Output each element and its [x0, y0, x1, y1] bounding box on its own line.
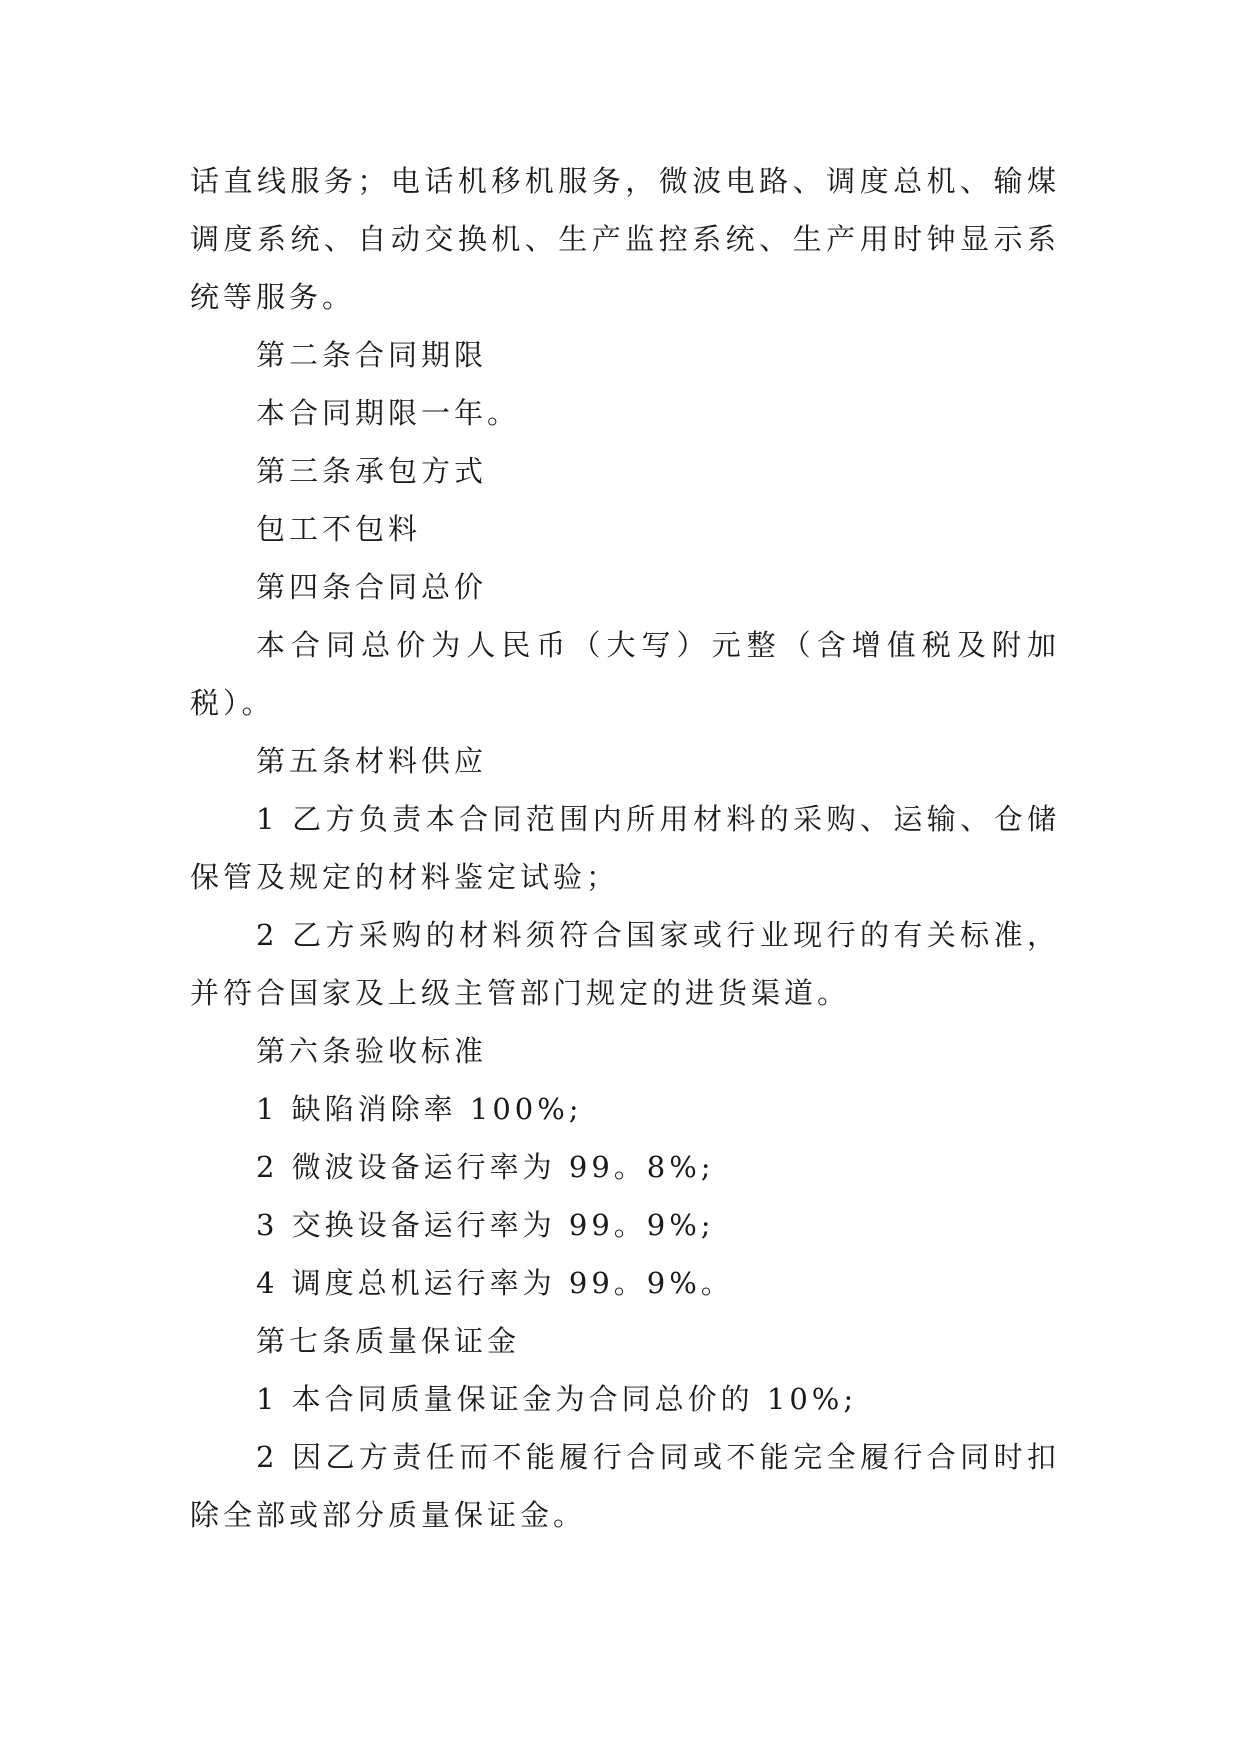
paragraph-contract-term: 本合同期限一年。	[256, 396, 521, 430]
paragraph-acceptance-item-3: 3 交换设备运行率为 99。9%;	[256, 1208, 715, 1242]
paragraph-material-item-2: 2 乙方采购的材料须符合国家或行业现行的有关标准，并符合国家及上级主管部门规定的进货渠道。	[190, 918, 1060, 1010]
heading-article-2: 第二条合同期限	[256, 338, 488, 372]
paragraph-acceptance-item-4: 4 调度总机运行率为 99。9%。	[256, 1266, 734, 1300]
paragraph-contract-method: 包工不包料	[256, 512, 422, 546]
paragraph-acceptance-item-2: 2 微波设备运行率为 99。8%;	[256, 1150, 715, 1184]
paragraph-total-price: 本合同总价为人民币（大写）元整（含增值税及附加税）。	[190, 628, 1060, 720]
paragraph-services-continued: 话直线服务；电话机移机服务，微波电路、调度总机、输煤调度系统、自动交换机、生产监控系统、生产用时钟显示系统等服务。	[190, 164, 1060, 314]
paragraph-material-item-1: 1 乙方负责本合同范围内所用材料的采购、运输、仓储保管及规定的材料鉴定试验；	[190, 802, 1060, 894]
paragraph-deposit-item-2: 2 因乙方责任而不能履行合同或不能完全履行合同时扣除全部或部分质量保证金。	[190, 1440, 1060, 1532]
paragraph-acceptance-item-1: 1 缺陷消除率 100%;	[256, 1092, 583, 1126]
heading-article-6: 第六条验收标准	[256, 1034, 488, 1068]
heading-article-4: 第四条合同总价	[256, 570, 488, 604]
heading-article-7: 第七条质量保证金	[256, 1324, 521, 1358]
document-page	[190, 152, 1060, 1544]
heading-article-5: 第五条材料供应	[256, 744, 488, 778]
paragraph-deposit-item-1: 1 本合同质量保证金为合同总价的 10%;	[256, 1382, 858, 1416]
heading-article-3: 第三条承包方式	[256, 454, 488, 488]
